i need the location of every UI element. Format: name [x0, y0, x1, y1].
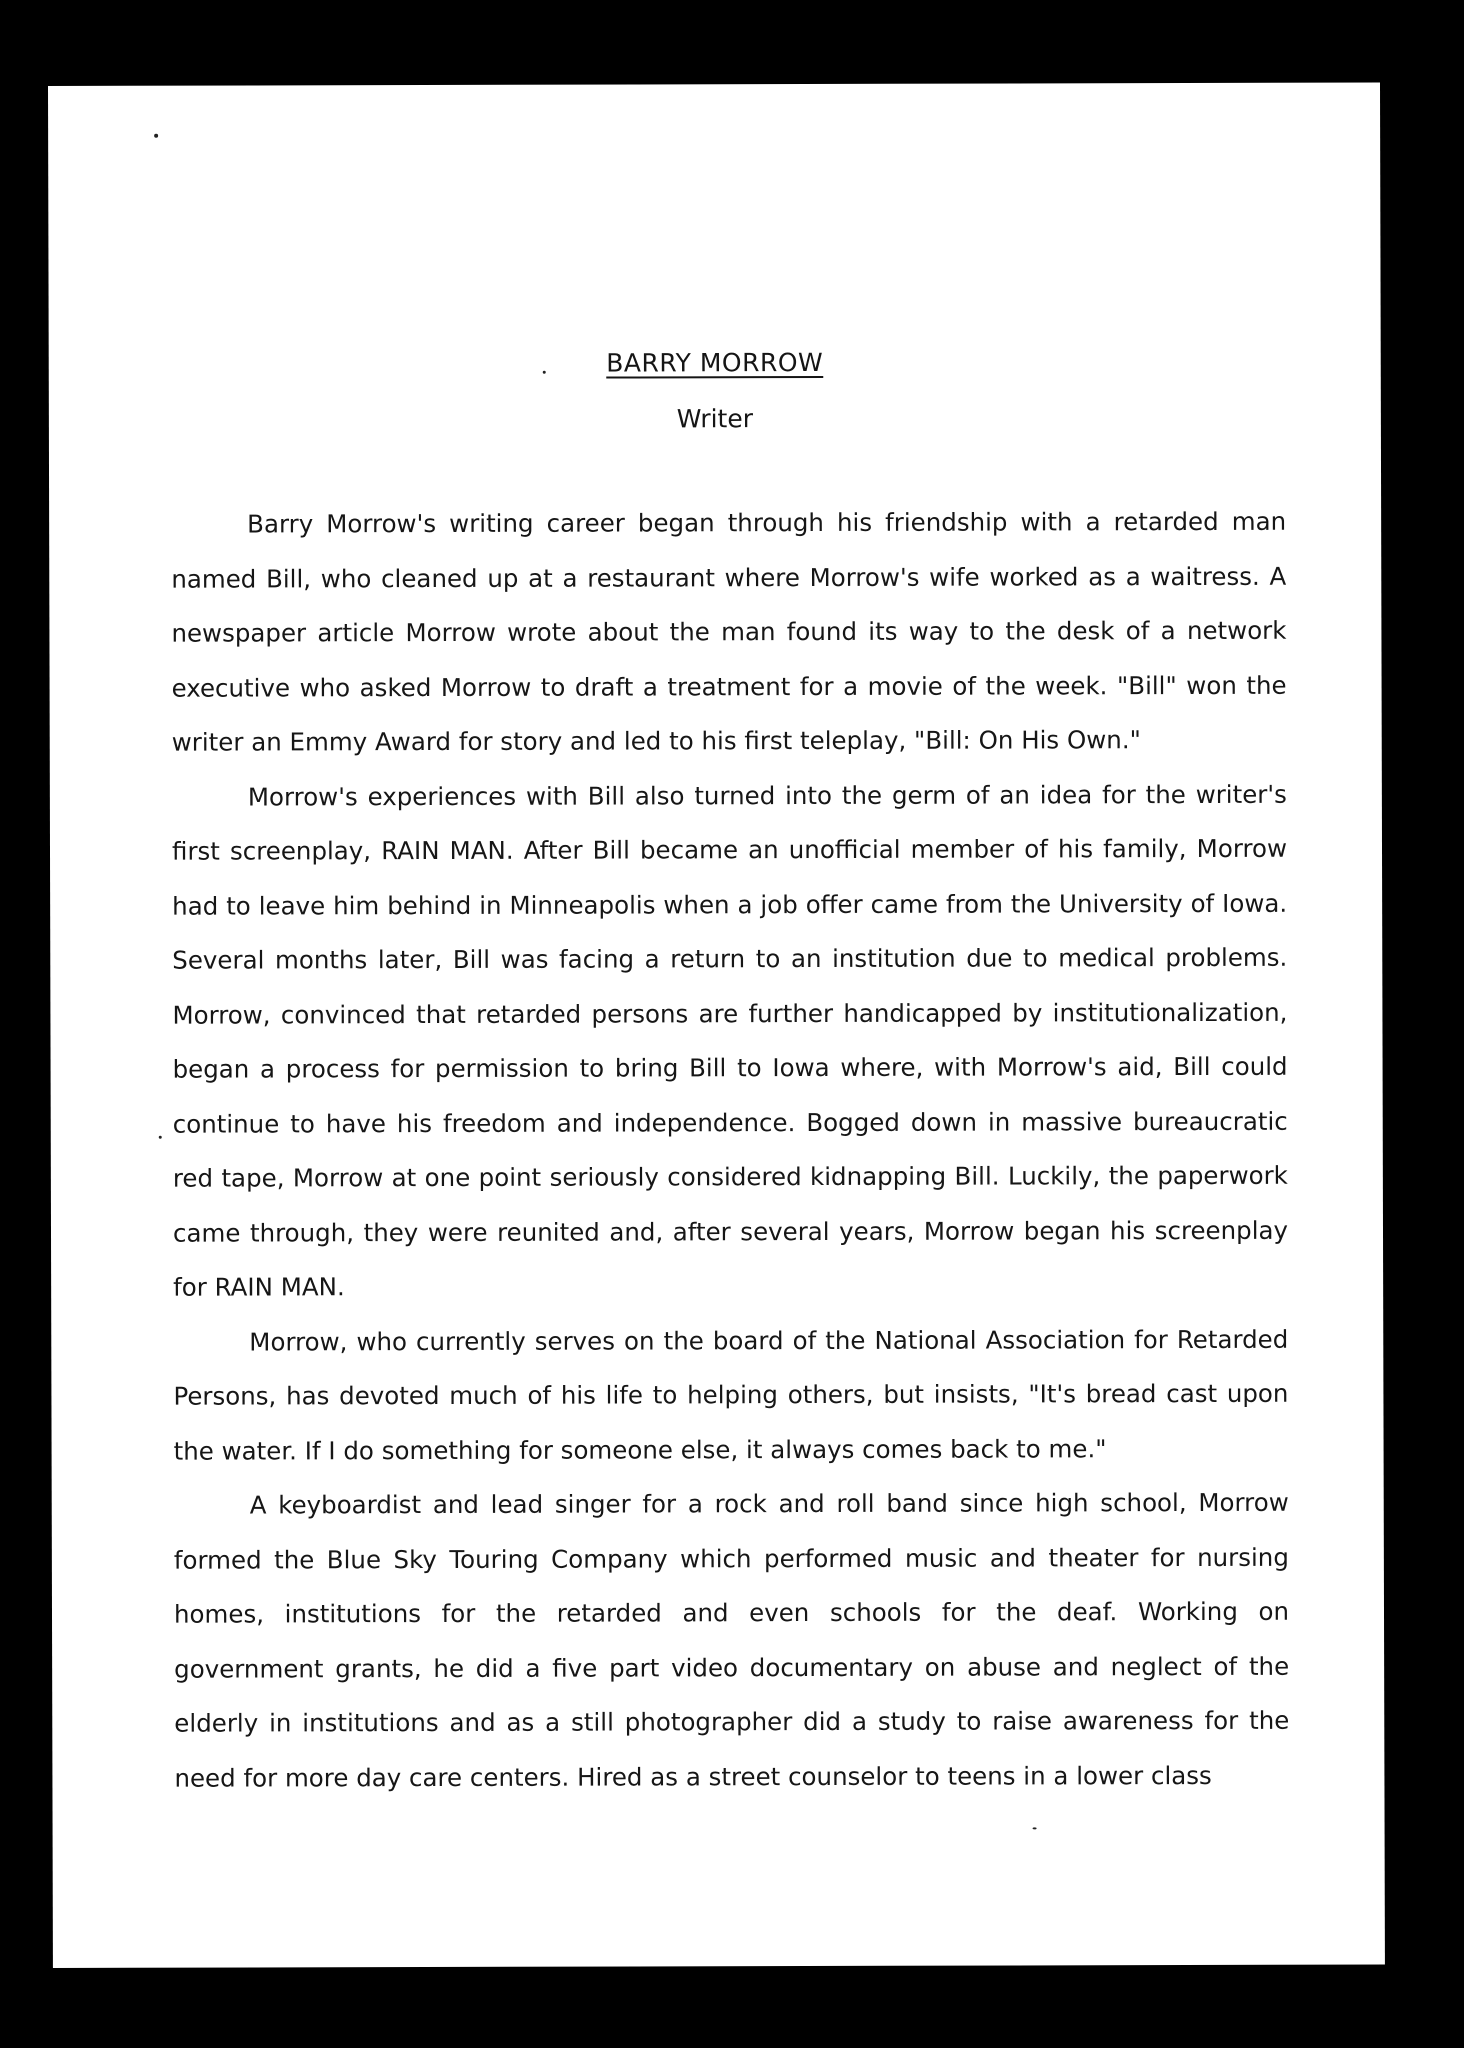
paragraph-rain-man-origin: Morrow's experiences with Bill also turned into the germ of an idea for the writer's first screenplay, RAIN MAN. After Bill became an unofficial member of his family, Morrow had to leave him behind in Minneapolis when a job offer came from the University of Iowa. Several months later, Bill was facing a return to an institution due to medical problems. Morrow, convinced that retarded persons are further handicapped by institutionalization, began a process for permission to bring Bill to Iowa where, with Morrow's aid, Bill could continue to have his freedom and independence. Bogged down in massive bureaucratic red tape, Morrow at one point seriously considered kidnapping Bill. Luckily, the paperwork came through, they were reunited and, after several years, Morrow began his screenplay for RAIN MAN.: [171, 779, 1289, 1302]
document-title: BARRY MORROW: [606, 347, 824, 378]
document-subtitle: Writer: [676, 404, 754, 434]
document-sheet: [48, 83, 1385, 1968]
paragraph-national-association: Morrow, who currently serves on the board of the National Association for Retarded Persons, has devoted much of his life to helping others, but insists, "It's bread cast upon the water. If I do something for someone else, it always comes back to me.": [173, 1324, 1289, 1466]
paragraph-career-origin: Barry Morrow's writing career began through his friendship with a retarded man named Bill, who cleaned up at a restaurant where Morrow's wife worked as a waitress. A newspaper article Morrow wrote about the man found its way to the desk of a network executive who asked Morrow to draft a treatment for a movie of the week. "Bill" won the writer an Emmy Award for story and led to his first teleplay, "Bill: On His Own.": [171, 506, 1287, 757]
scan-speck: [159, 1136, 162, 1139]
paragraph-blue-sky-touring: A keyboardist and lead singer for a rock and roll band since high school, Morrow formed the Blue Sky Touring Company which performed music and theater for nursing homes, institutions for the retarded and even schools for the deaf. Working on government grants, he did a five part video documentary on abuse and neglect of the elderly in institutions and as a still photographer did a study to raise awareness for the need for more day care centers. Hired as a street counselor to teens in a lower class: [173, 1487, 1290, 1793]
document-body: [171, 495, 1289, 1806]
scan-speck: [1033, 1827, 1037, 1829]
scan-speck: [154, 134, 158, 138]
